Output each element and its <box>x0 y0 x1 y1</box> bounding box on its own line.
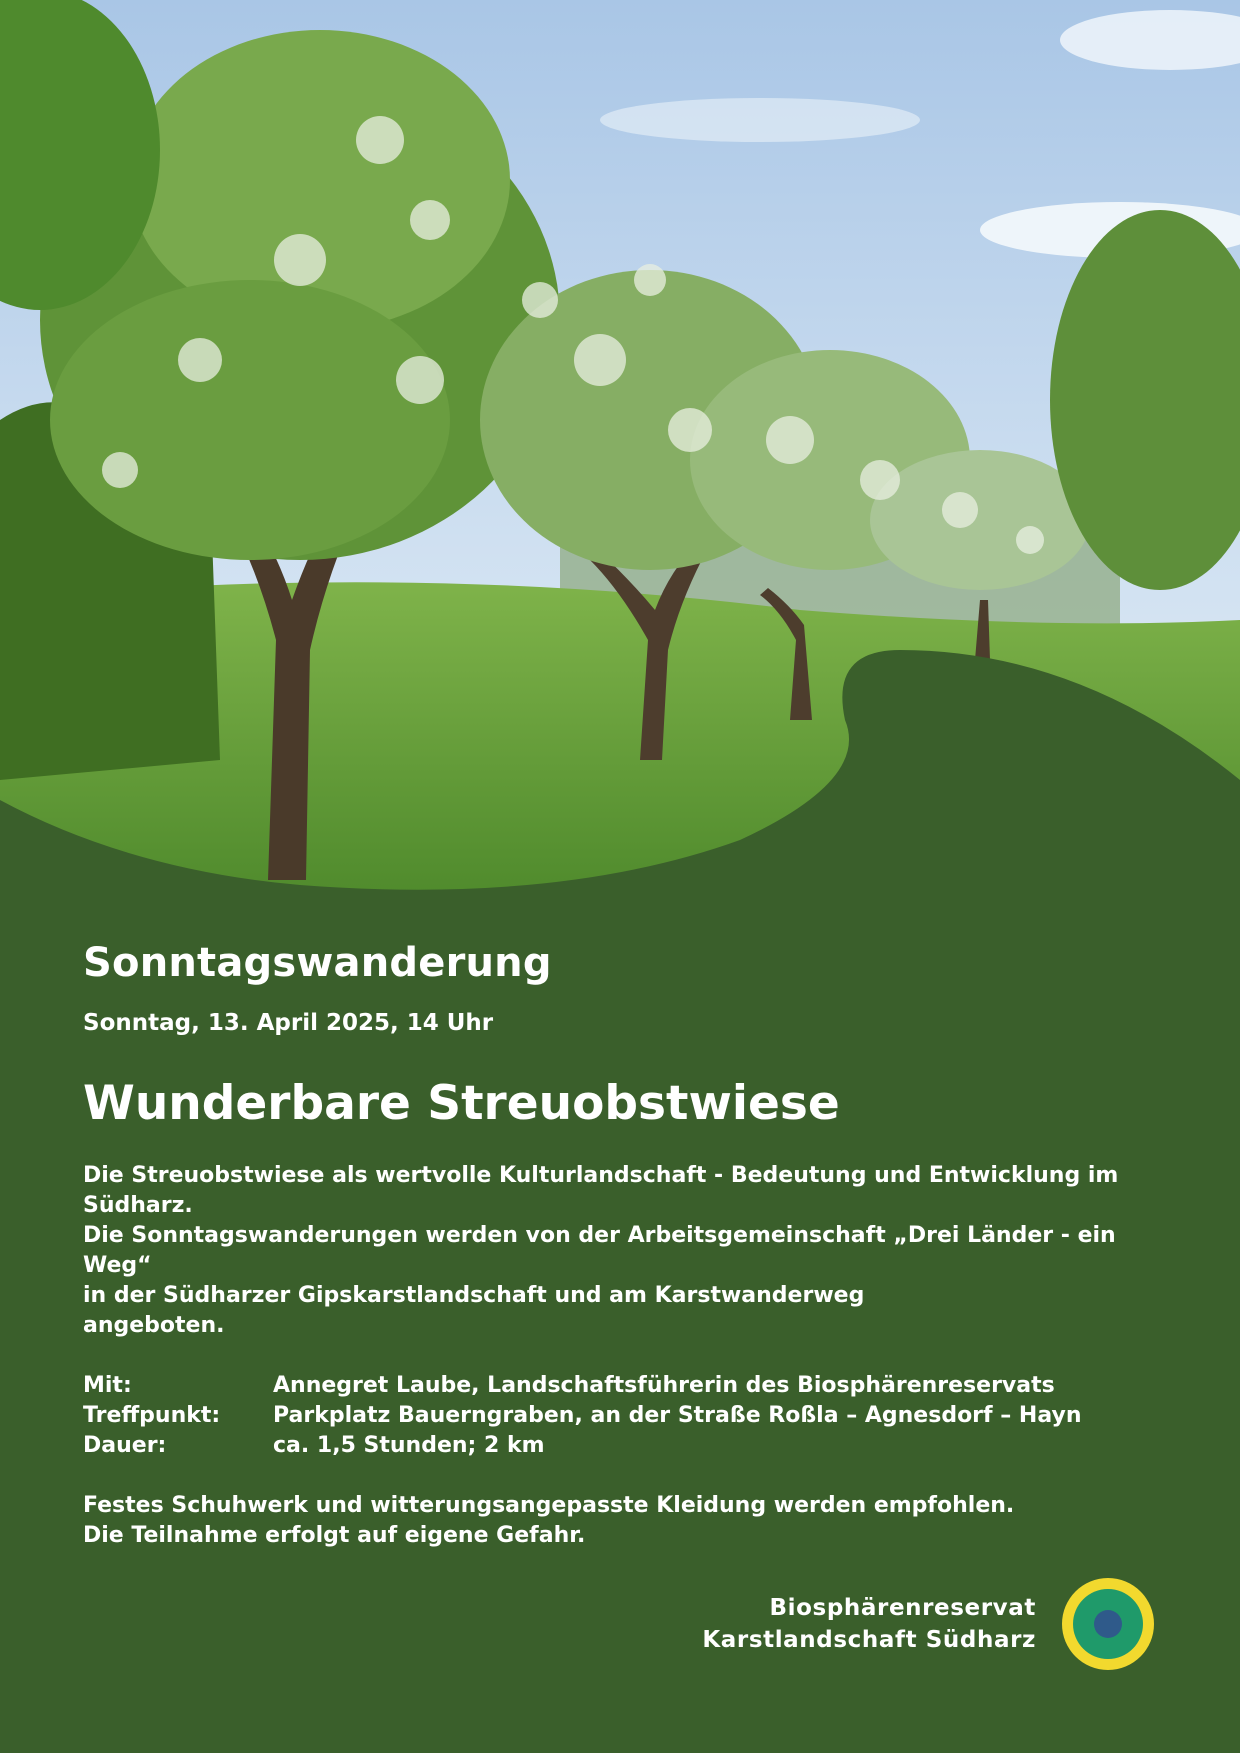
event-notes <box>83 1491 1163 1551</box>
brand-name <box>702 1592 1036 1656</box>
biosphere-logo-icon <box>1062 1578 1154 1670</box>
detail-value: Annegret Laube, Landschaftsführerin des Biosphärenreservats <box>273 1373 1055 1398</box>
event-title: Wunderbare Streuobstwiese <box>83 1076 840 1131</box>
brand-line-1: Biosphärenreservat <box>769 1595 1036 1621</box>
event-content <box>83 940 1163 1551</box>
event-kicker: Sonntagswanderung <box>83 940 552 986</box>
detail-row-duration <box>83 1431 1163 1461</box>
brand-line-2: Karstlandschaft Südharz <box>702 1627 1036 1653</box>
event-description <box>83 1161 1163 1341</box>
detail-value: ca. 1,5 Stunden; 2 km <box>273 1433 545 1458</box>
detail-row-meeting-point <box>83 1401 1163 1431</box>
detail-label: Treffpunkt: <box>83 1403 221 1428</box>
note-line: Die Teilnahme erfolgt auf eigene Gefahr. <box>83 1523 586 1548</box>
detail-row-guide <box>83 1371 1163 1401</box>
description-line: Südharz. <box>83 1193 193 1218</box>
detail-label: Dauer: <box>83 1433 167 1458</box>
description-line: angeboten. <box>83 1313 225 1338</box>
detail-label: Mit: <box>83 1373 132 1398</box>
description-line: Die Sonntagswanderungen werden von der Arbeitsgemeinschaft „Drei Länder - ein Weg“ <box>83 1223 1116 1278</box>
logo-center <box>1094 1610 1122 1638</box>
event-details <box>83 1371 1163 1461</box>
note-line: Festes Schuhwerk und witterungsangepasste Kleidung werden empfohlen. <box>83 1493 1015 1518</box>
event-date: Sonntag, 13. April 2025, 14 Uhr <box>83 1010 494 1036</box>
description-line: in der Südharzer Gipskarstlandschaft und am Karstwanderweg <box>83 1283 865 1308</box>
detail-value: Parkplatz Bauerngraben, an der Straße Roßla – Agnesdorf – Hayn <box>273 1403 1082 1428</box>
description-line: Die Streuobstwiese als wertvolle Kulturlandschaft - Bedeutung und Entwicklung im <box>83 1163 1119 1188</box>
